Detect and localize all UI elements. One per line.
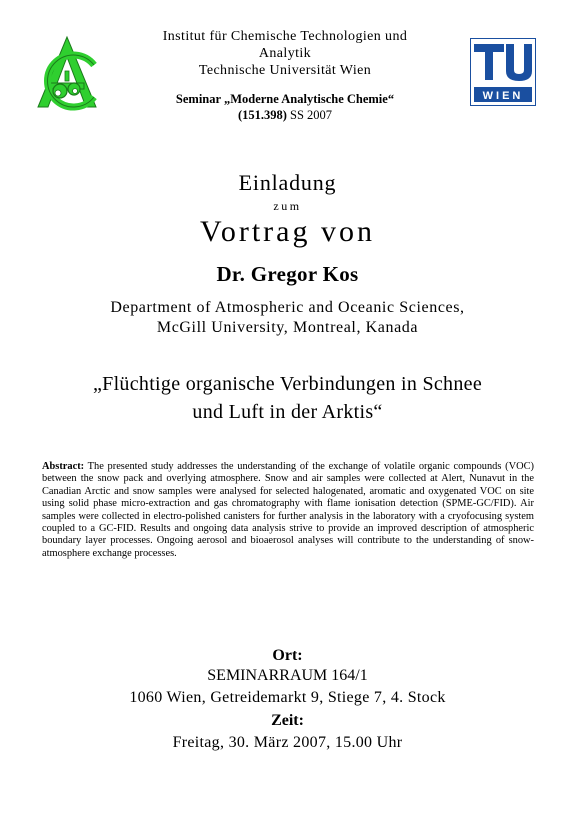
seminar-course: [120, 107, 450, 123]
affiliation-line2: McGill University, Montreal, Kanada: [156, 319, 419, 336]
tu-wien-logo: [470, 38, 536, 106]
abstract-label: Abstract:: [42, 461, 85, 472]
talk-title-line2: und Luft in der Arktis“: [192, 401, 383, 423]
talk-title-line1: „Flüchtige organische Verbindungen in Schnee: [92, 373, 483, 395]
speaker-name: Dr. Gregor Kos: [216, 262, 359, 286]
institute-logo: [34, 35, 100, 111]
abstract-text: The presented study addresses the understanding of the exchange of volatile organic compounds (VOC) between the snow pack and overlying atmosphere. Snow and air samples were collected at Alert, Nunavut in the Canadian Arctic and snow samples were analysed for selected halogenated, aromatic and oxygenated VOC on site using solid phase micro-extraction and gas chromatography with flame ionisation detection (SPME-GC/FID). Air samples were collected in electro-polished canisters for further analysis in the laboratory with a cryofocusing system coupled to a GC-FID. Results and ongoing data analysis strive to provide an improved description of atmospheric boundary layer processes. Ongoing aerosol and bioaerosol analyses will contribute to the understanding of snow-atmosphere exchange processes.: [42, 461, 534, 559]
abstract: [42, 461, 534, 560]
location-label: Ort:: [272, 647, 303, 664]
location-address: 1060 Wien, Getreidemarkt 9, Stiege 7, 4. Stock: [129, 689, 446, 706]
time-label: Zeit:: [271, 712, 304, 729]
affiliation-line1: Department of Atmospheric and Oceanic Sciences,: [110, 299, 465, 316]
invitation-vortrag: Vortrag von: [200, 215, 375, 248]
talk-title: [0, 370, 575, 426]
invitation-heading: Einladung: [238, 170, 337, 195]
seminar-title: [120, 91, 450, 107]
semester: SS 2007: [290, 108, 333, 122]
event-datetime: Freitag, 30. März 2007, 15.00 Uhr: [172, 734, 403, 751]
invitation-zum: zum: [273, 199, 302, 213]
institute-header: [120, 28, 450, 123]
course-number: (151.398): [237, 108, 287, 122]
seminar-name: Seminar „Moderne Analytische Chemie“: [175, 92, 395, 106]
tu-wien-logo-text: WIEN: [482, 90, 524, 102]
speaker-affiliation: [0, 298, 575, 338]
institute-name-line2: Analytik: [258, 46, 312, 61]
location-room: SEMINARRAUM 164/1: [207, 667, 368, 684]
institute-name-line1: Institut für Chemische Technologien und: [162, 29, 408, 44]
university-name: Technische Universität Wien: [198, 63, 372, 78]
